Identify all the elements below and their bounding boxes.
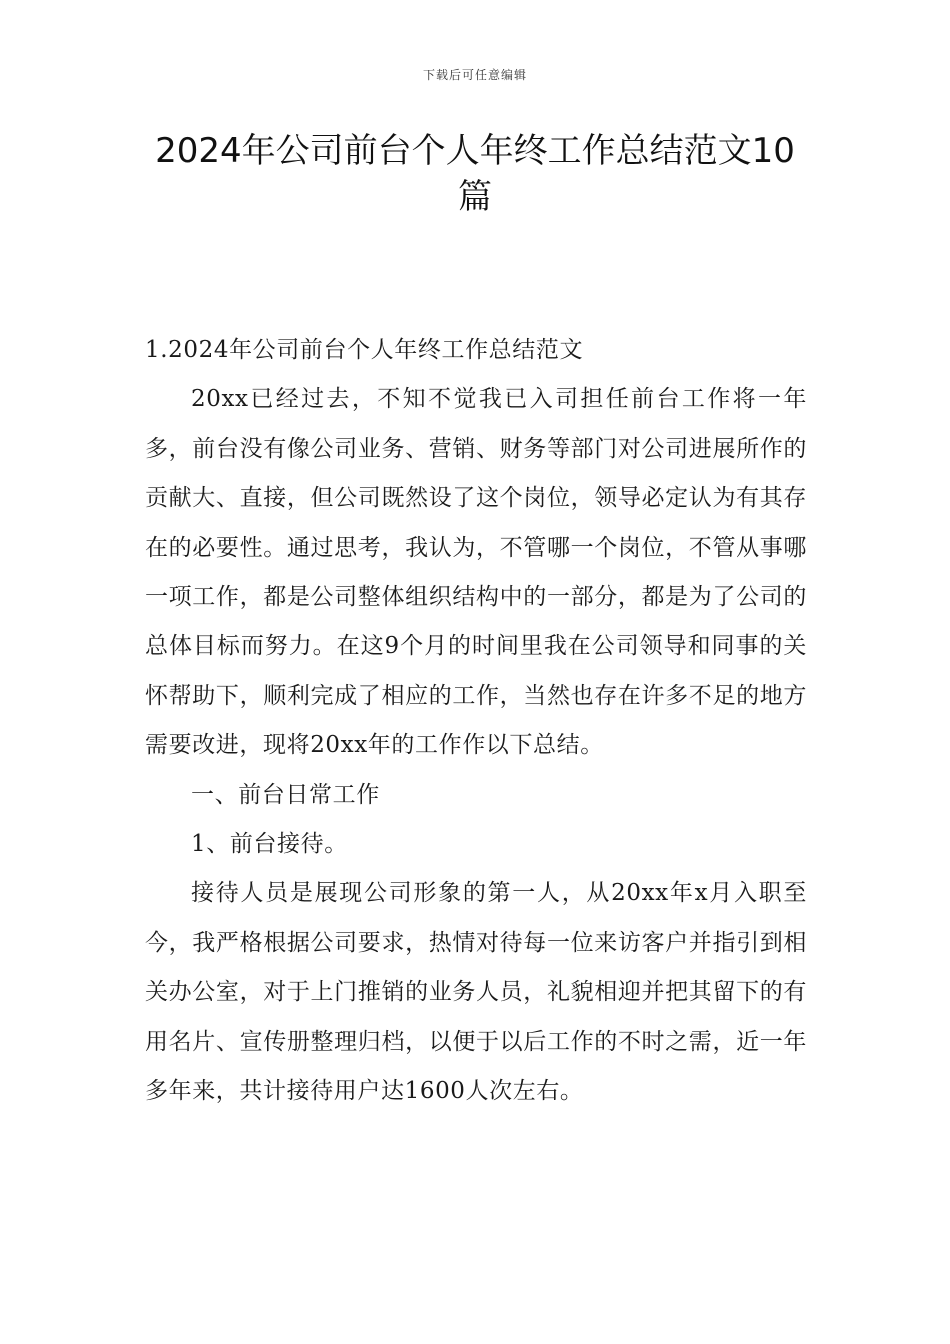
subheading-reception: 1、前台接待。 <box>191 831 348 858</box>
paragraph-intro: 20xx已经过去，不知不觉我已入司担任前台工作将一年多，前台没有像公司业务、营销、财务等部门对公司进展所作的贡献大、直接，但公司既然设了这个岗位，领导必定认为有其存在的必要性。通过思考，我认为，不管哪一个岗位，不管从事哪一项工作，都是公司整体组织结构中的一部分，都是为了公司的总体目标而努力。在这9个月的时间里我在公司领导和同事的关怀帮助下，顺利完成了相应的工作，当然也存在许多不足的地方需要改进，现将20xx年的工作作以下总结。 <box>145 386 807 759</box>
section-heading: 1.2024年公司前台个人年终工作总结范文 <box>145 337 584 363</box>
document-title: 2024年公司前台个人年终工作总结范文10篇 <box>155 131 795 217</box>
paragraph-reception: 接待人员是展现公司形象的第一人，从20xx年x月入职至今，我严格根据公司要求，热情对待每一位来访客户并指引到相关办公室，对于上门推销的业务人员，礼貌相迎并把其留下的有用名片、宣传册整理归档，以便于以后工作的不时之需，近一年多年来，共计接待用户达1600人次左右。 <box>145 880 807 1105</box>
header-note: 下载后可任意编辑 <box>422 68 527 82</box>
document-body <box>145 326 807 1117</box>
subheading-daily-work: 一、前台日常工作 <box>191 781 380 808</box>
